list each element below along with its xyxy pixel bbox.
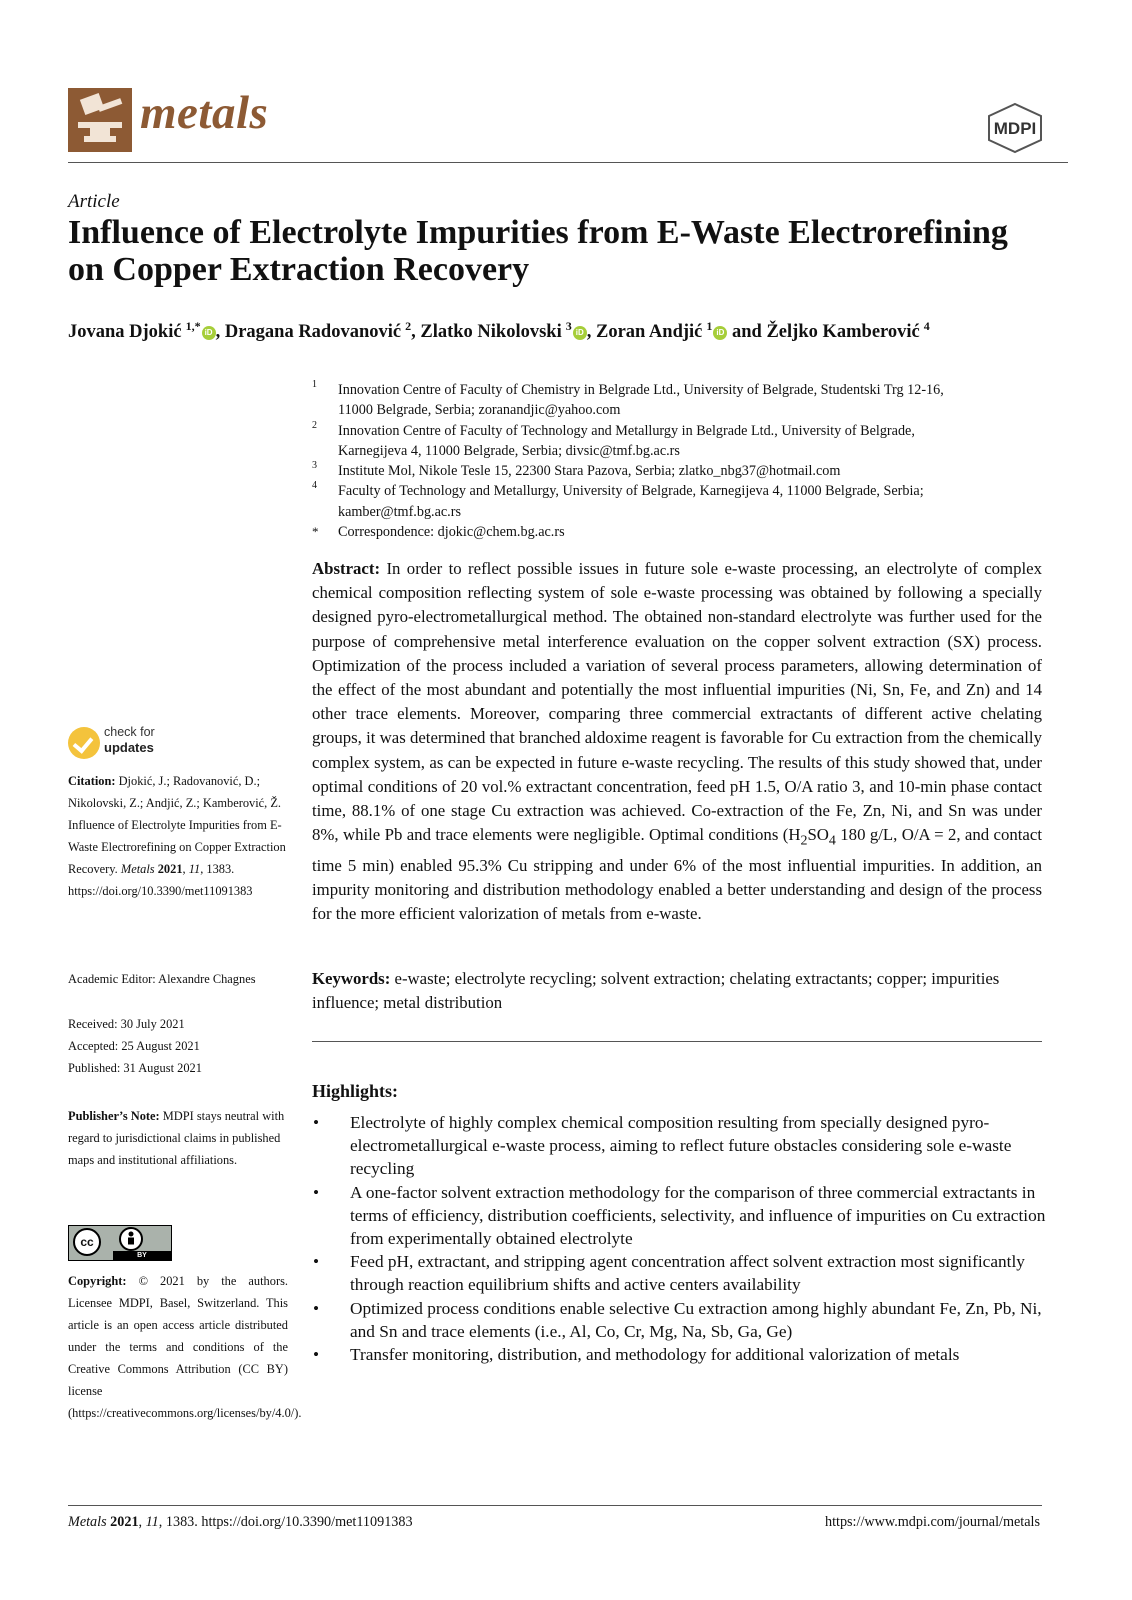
mdpi-logo-text: MDPI xyxy=(993,119,1037,138)
highlight-item: • Optimized process conditions enable selective Cu extraction among highly abundant Fe, Zn, Pb, Ni, and Sn and trace elements (i.e., Al, Co, Cr, Mg, Na, Sb, Ga, Ge) xyxy=(312,1297,1052,1343)
check-icon xyxy=(68,727,100,759)
affiliation-number: 3 xyxy=(312,460,317,472)
abstract-text-so: SO xyxy=(807,825,829,845)
author-separator: , xyxy=(411,322,421,343)
author-name: Zoran Andjić xyxy=(595,322,703,343)
publisher-note xyxy=(68,1105,288,1171)
affiliation-item xyxy=(312,461,1052,481)
abstract-sub-4: 4 xyxy=(828,833,836,849)
affiliation-number: * xyxy=(312,524,319,540)
article-type: Article xyxy=(68,191,120,212)
author-name: Zlatko Nikolovski xyxy=(420,322,562,343)
author-list xyxy=(68,319,1078,343)
check-line-2: updates xyxy=(104,740,154,755)
highlights-list xyxy=(312,1111,1052,1366)
affiliation-line: kamber@tmf.bg.ac.rs xyxy=(338,503,461,520)
affiliation-line: Correspondence: djokic@chem.bg.ac.rs xyxy=(338,524,565,541)
publisher-note-label: Publisher’s Note: xyxy=(68,1109,160,1123)
abstract xyxy=(312,557,1042,926)
author-separator: , xyxy=(215,322,225,343)
mdpi-logo xyxy=(985,102,1045,159)
title-line-2: on Copper Extraction Recovery xyxy=(68,251,530,288)
footer-divider xyxy=(68,1505,1042,1506)
article-title xyxy=(68,214,1078,288)
keywords-text: e-waste; electrolyte recycling; solvent extraction; chelating extractants; copper; impurities influence; metal distribution xyxy=(312,969,1000,1013)
citation: Citation: Djokić, J.; Radovanović, D.; Nikolovski, Z.; Andjić, Z.; Kamberović, Ž. Influence of Electrolyte Impurities from E-Waste Electrorefining on Copper Extraction Recovery. Metals 2021, 11, 1383. https://doi.org/10.3390/met11091383 xyxy=(68,774,286,898)
affiliation-line: Innovation Centre of Faculty of Chemistry in Belgrade Ltd., University of Belgrade, Studentski Trg 12-16, xyxy=(338,382,944,398)
citation-label: Citation: xyxy=(68,774,116,788)
published-date: Published: 31 August 2021 xyxy=(68,1061,202,1075)
footer-year: 2021 xyxy=(110,1514,139,1530)
affiliation-line: 11000 Belgrade, Serbia; zoranandjic@yahoo.com xyxy=(338,402,621,419)
affiliation-line: Faculty of Technology and Metallurgy, University of Belgrade, Karnegijeva 4, 11000 Belgrade, Serbia; xyxy=(338,483,924,500)
check-updates-text xyxy=(104,725,155,756)
affiliation-number: 1 xyxy=(312,379,317,390)
citation-text: Djokić, J.; Radovanović, D.; Nikolovski, Z.; Andjić, Z.; Kamberović, Ž. Influence of Electrolyte Impurities from E-Waste Electrorefining on Copper Extraction Recovery. xyxy=(68,774,286,876)
citation-year: 2021 xyxy=(157,862,183,876)
orcid-icon[interactable]: iD xyxy=(202,326,216,340)
affiliation-item xyxy=(312,522,1052,542)
journal-name: metals xyxy=(140,87,269,139)
abstract-text: In order to reflect possible issues in future sole e-waste processing, an electrolyte of complex chemical composition reflecting system of sole e-waste processing was obtained by following a specially designed pyro-electrometallurgical method. The obtained non-standard electrolyte was further used for the purpose of comprehensive metal interference evaluation on the copper solvent extraction (SX) process. Optimization of the process included a variation of several process parameters, allowing determination of the effect of the most abundant and potentially the most influential impurities (Ni, Sn, Fe, and Zn) and 14 other trace elements. Moreover, comparing three commercial extractants of different active chelating groups, it was determined that branched aldoxime reagent is favorable for Cu extraction from the chemically complex system, as can be expected in future e-waste recycling. The results of this study showed that, under optimal conditions of 20 vol.% extractant concentration, feed pH 1.5, O/A ratio 3, and 10-min phase contact time, 88.1% of one stage Cu extraction was achieved. Co-extraction of the Fe, Zn, Ni, and Sn was under 8%, while Pb and trace elements were negligible. Optimal conditions (H xyxy=(312,559,1042,845)
author-affiliation-marker: 4 xyxy=(923,319,930,333)
accepted-date: Accepted: 25 August 2021 xyxy=(68,1039,200,1053)
author-name: Dragana Radovanović xyxy=(224,322,402,343)
academic-editor: Academic Editor: Alexandre Chagnes xyxy=(68,972,256,986)
footer-doi[interactable]: , 1383. https://doi.org/10.3390/met11091383 xyxy=(158,1514,413,1530)
citation-volume: 11 xyxy=(188,862,201,876)
abstract-text-end: 180 g/L, O/A = 2, and contact time 5 min) enabled 95.3% Cu stripping and under 6% of the most influential impurities. In addition, an impurity monitoring and distribution methodology enabled a better understanding and design of the process for the more efficient valorization of metals from e-waste. xyxy=(312,825,1042,924)
orcid-icon[interactable]: iD xyxy=(713,326,727,340)
cc-symbol: cc xyxy=(73,1228,101,1256)
affiliation-number: 2 xyxy=(312,419,317,431)
check-line-1: check for xyxy=(104,725,155,739)
author-name: Željko Kamberović xyxy=(766,322,920,343)
footer-journal: Metals xyxy=(68,1514,107,1530)
highlight-item: • Electrolyte of highly complex chemical composition resulting from specially designed pyro-electrometallurgical e-waste process, aiming to reflect future obstacles considering sole e-waste recycling xyxy=(312,1111,1052,1181)
cc-by-label: BY xyxy=(113,1251,171,1260)
author-affiliation-marker: 1 xyxy=(706,319,713,333)
copyright-label: Copyright: xyxy=(68,1274,127,1288)
keywords xyxy=(312,967,1042,1015)
cc-by-license-icon[interactable] xyxy=(68,1225,172,1261)
highlight-item: • Transfer monitoring, distribution, and methodology for additional valorization of metals xyxy=(312,1343,1052,1366)
section-divider xyxy=(312,1041,1042,1042)
keywords-label: Keywords: xyxy=(312,969,391,988)
orcid-icon[interactable]: iD xyxy=(573,326,587,340)
highlight-item: • A one-factor solvent extraction methodology for the comparison of three commercial extractants in terms of efficiency, distribution coefficients, selectivity, and influence of impurities on Cu extraction from experimentally obtained electrolyte xyxy=(312,1181,1052,1251)
received-date: Received: 30 July 2021 xyxy=(68,1017,185,1031)
affiliation-item xyxy=(312,481,1052,522)
copyright-text: © 2021 by the authors. Licensee MDPI, Basel, Switzerland. This article is an open access article distributed under the terms and conditions of the Creative Commons Attribution (CC BY) license (https://creativecommons.org/licenses/by/4.0/). xyxy=(68,1274,302,1420)
affiliation-line: Innovation Centre of Faculty of Technology and Metallurgy in Belgrade Ltd., University of Belgrade, xyxy=(338,422,915,439)
footer-volume: 11 xyxy=(145,1514,159,1530)
affiliation-line: Karnegijeva 4, 11000 Belgrade, Serbia; divsic@tmf.bg.ac.rs xyxy=(338,442,680,459)
journal-logo-icon xyxy=(68,88,132,152)
author-separator: , xyxy=(586,322,596,343)
footer-citation: Metals 2021, 11, 1383. https://doi.org/10.3390/met11091383 xyxy=(68,1514,413,1530)
author-affiliation-marker: 2 xyxy=(405,319,412,333)
abstract-sub-2: 2 xyxy=(800,833,808,849)
highlight-item: • Feed pH, extractant, and stripping agent concentration affect solvent extraction most significantly through reaction equilibrium shifts and active centers availability xyxy=(312,1250,1052,1296)
header-divider xyxy=(68,162,1068,163)
copyright xyxy=(68,1270,302,1424)
affiliations xyxy=(312,380,1052,542)
author-affiliation-marker: 3 xyxy=(565,319,572,333)
author-name: Jovana Djokić xyxy=(68,322,182,343)
attribution-person-icon xyxy=(119,1227,143,1251)
affiliation-item xyxy=(312,380,1052,421)
title-line-1: Influence of Electrolyte Impurities from E-Waste Electrorefining xyxy=(68,214,1008,251)
check-for-updates-badge[interactable] xyxy=(68,723,288,763)
publisher-note-text: MDPI stays neutral with regard to jurisdictional claims in published maps and institutional affiliations. xyxy=(68,1109,285,1167)
author-separator: and xyxy=(727,322,767,343)
abstract-label: Abstract: xyxy=(312,559,381,578)
citation-journal: Metals xyxy=(120,862,155,876)
footer-journal-url[interactable]: https://www.mdpi.com/journal/metals xyxy=(824,1514,1040,1530)
affiliation-number: 4 xyxy=(312,480,317,492)
publication-dates xyxy=(68,1013,288,1079)
highlights-title: Highlights: xyxy=(312,1081,399,1101)
citation-doi: , 1383. https://doi.org/10.3390/met11091383 xyxy=(68,862,253,898)
affiliation-item xyxy=(312,421,1052,462)
affiliation-line: Institute Mol, Nikole Tesle 15, 22300 Stara Pazova, Serbia; zlatko_nbg37@hotmail.com xyxy=(338,463,841,480)
author-affiliation-marker: 1,* xyxy=(185,319,201,333)
